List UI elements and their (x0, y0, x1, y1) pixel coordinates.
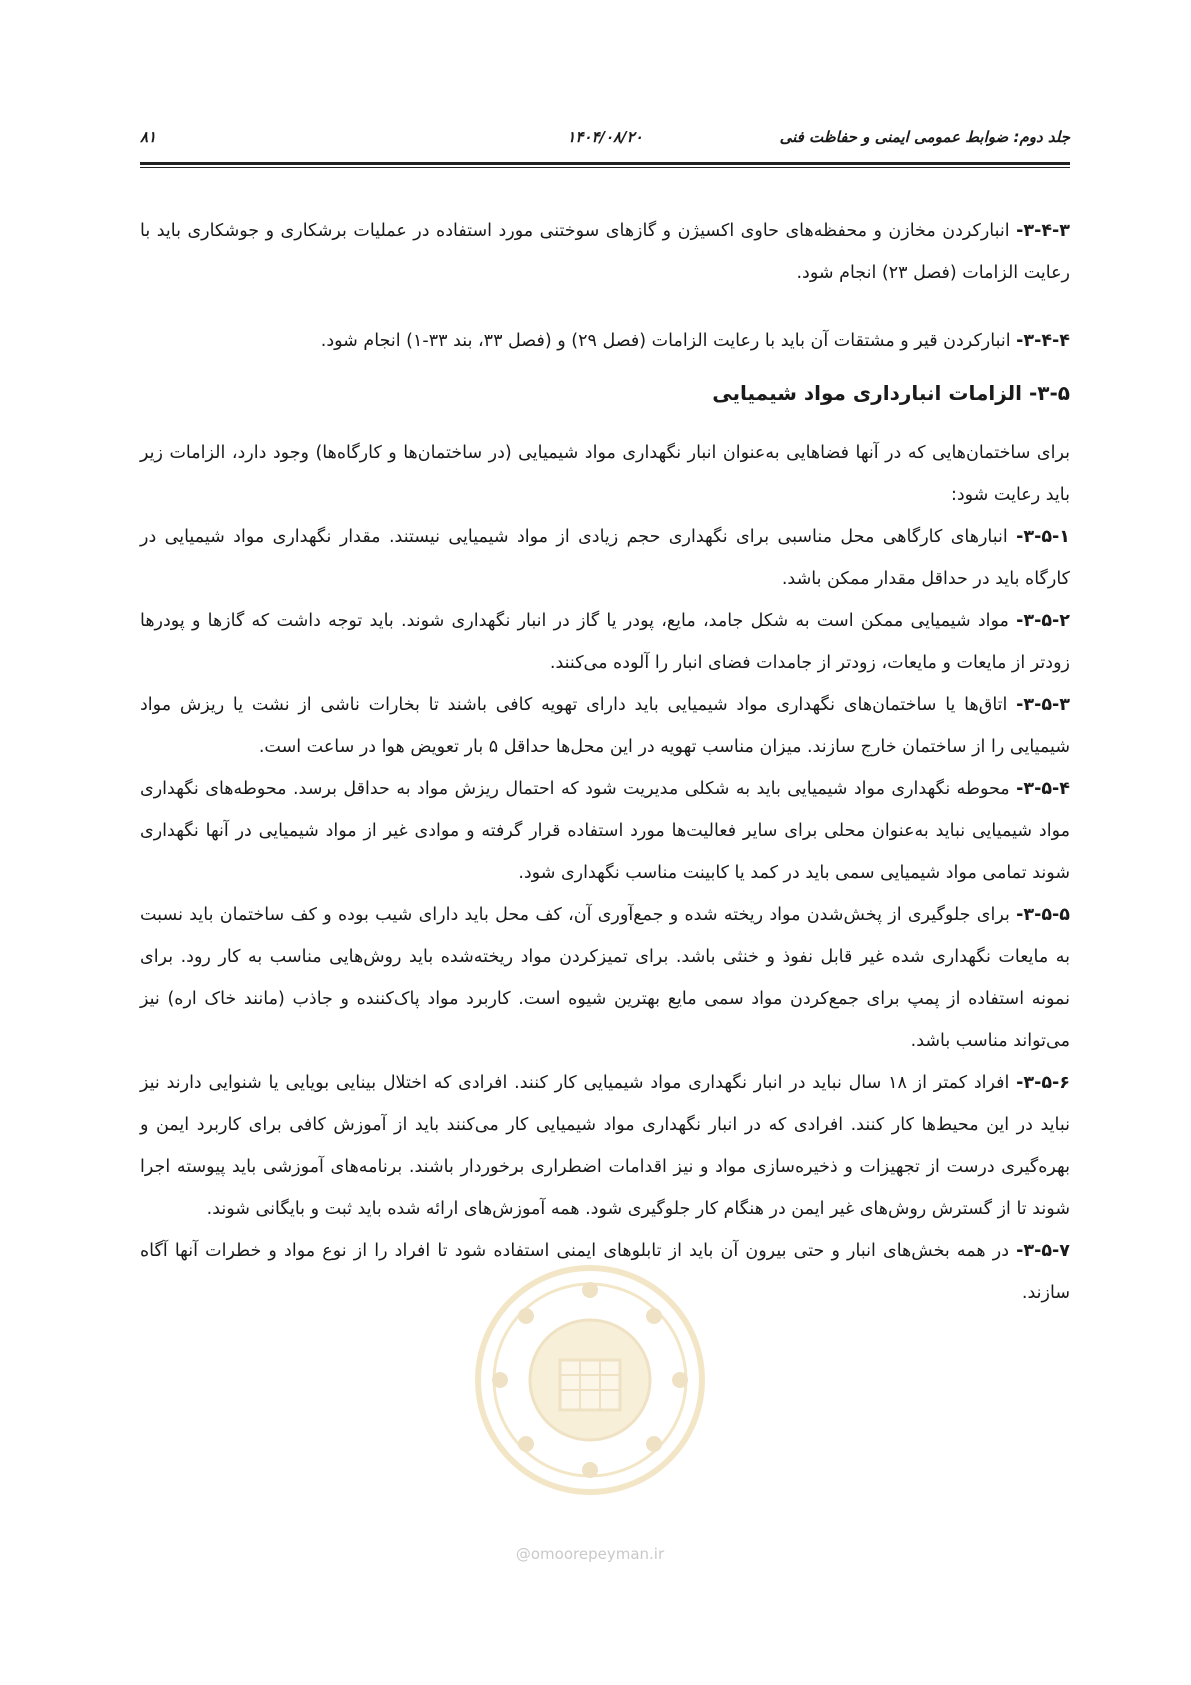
paragraph-3-5-7 (140, 1230, 1070, 1314)
paragraph-3-5-4 (140, 768, 1070, 894)
paragraph-3-5-2 (140, 600, 1070, 684)
watermark-url: @omoorepeyman.ir (515, 1545, 665, 1563)
clause-number: ۳-۵-۵- (1016, 905, 1070, 925)
clause-text: محوطه نگهداری مواد شیمیایی باید به شکلی مدیریت شود که احتمال ریزش مواد به حداقل برسد. محوطه‌های نگهداری مواد شیمیایی نباید به‌عنوان محلی برای سایر فعالیت‌ها مورد استفاده قرار گرفته و موادی غیر از مواد شیمیایی در آنها نگهداری شوند تمامی مواد شیمیایی سمی باید در کمد یا کابینت مناسب نگهداری شود. (140, 779, 1070, 883)
clause-text: در همه بخش‌های انبار و حتی بیرون آن باید از تابلوهای ایمنی استفاده شود تا افراد را از نوع مواد و خطرات آنها آگاه سازند. (140, 1241, 1070, 1303)
clause-number: ۳-۵-۲- (1016, 611, 1070, 631)
paragraph-3-5-5 (140, 894, 1070, 1062)
clause-text: افراد کمتر از ۱۸ سال نباید در انبار نگهداری مواد شیمیایی کار کنند. افرادی که اختلال بینایی بویایی یا شنوایی دارند نیز نباید در این محیط‌ها کار کنند. افرادی که در انبار نگهداری مواد شیمیایی کار می‌کنند باید از آموزش کافی برای کاربرد ایمن و بهره‌گیری درست از تجهیزات و ذخیره‌سازی مواد و نیز اقدامات اضطراری برخوردار باشند. برنامه‌های آموزشی باید پیوسته اجرا شوند تا از گسترش روش‌های غیر ایمن در هنگام کار جلوگیری شود. همه آموزش‌های ارائه شده باید ثبت و بایگانی شوند. (140, 1073, 1070, 1219)
header-date: ۱۴۰۴/۰۸/۲۰ (567, 128, 643, 146)
clause-number: ۳-۴-۳- (1016, 221, 1070, 241)
clause-number: ۳-۵-۷- (1016, 1241, 1070, 1261)
paragraph-3-5-3 (140, 684, 1070, 768)
clause-text: انبارکردن قیر و مشتقات آن باید با رعایت الزامات (فصل ۲۹) و (فصل ۳۳، بند ۳۳-۱) انجام شود. (320, 331, 1017, 351)
document-body (140, 210, 1070, 1314)
paragraph-3-4-3 (140, 210, 1070, 294)
page-header (140, 128, 1070, 158)
paragraph-3-5-1 (140, 516, 1070, 600)
clause-text: انبارکردن مخازن و محفظه‌های حاوی اکسیژن و گازهای سوختنی مورد استفاده در عملیات برشکاری و جوشکاری باید با رعایت الزامات (فصل ۲۳) انجام شود. (140, 221, 1070, 283)
clause-number: ۳-۵-۴- (1016, 779, 1070, 799)
clause-text: مواد شیمیایی ممکن است به شکل جامد، مایع، پودر یا گاز در انبار نگهداری شوند. باید توجه داشت که گازها و پودرها زودتر از مایعات و مایعات، زودتر از جامدات فضای انبار را آلوده می‌کنند. (140, 611, 1070, 673)
clause-number: ۳-۴-۴- (1016, 331, 1070, 351)
page-number: ۸۱ (140, 128, 157, 146)
header-rule-thick (140, 162, 1070, 165)
header-rule-thin (140, 167, 1070, 168)
header-title: جلد دوم: ضوابط عمومی ایمنی و حفاظت فنی (779, 128, 1070, 146)
clause-text: اتاق‌ها یا ساختمان‌های نگهداری مواد شیمیایی باید دارای تهویه کافی باشند تا بخارات ناشی از نشت یا ریزش مواد شیمیایی را از ساختمان خارج سازند. میزان مناسب تهویه در این محل‌ها حداقل ۵ بار تعویض هوا در ساعت است. (140, 695, 1070, 757)
section-heading: ۳-۵- الزامات انبارداری مواد شیمیایی (712, 381, 1070, 405)
clause-text: برای جلوگیری از پخش‌شدن مواد ریخته شده و جمع‌آوری آن، کف محل باید دارای شیب بوده و کف ساختمان باید نسبت به مایعات نگهداری شده غیر قابل نفوذ و خنثی باشد. برای تمیزکردن مواد ریخته‌شده باید روش‌هایی مناسب به کار رود. برای نمونه استفاده از پمپ برای جمع‌کردن مواد سمی مایع بهترین شیوه است. کاربرد مواد پاک‌کننده و جاذب (مانند خاک اره) نیز می‌تواند مناسب باشد. (140, 905, 1070, 1051)
paragraph-3-5-6 (140, 1062, 1070, 1230)
paragraph-3-4-4 (140, 320, 1070, 362)
clause-number: ۳-۵-۱- (1016, 527, 1070, 547)
section-intro: برای ساختمان‌هایی که در آنها فضاهایی به‌عنوان انبار نگهداری مواد شیمیایی (در ساختمان‌ها و کارگاه‌ها) وجود دارد، الزامات زیر باید رعایت شود: (140, 443, 1070, 505)
clause-number: ۳-۵-۳- (1016, 695, 1070, 715)
clause-number: ۳-۵-۶- (1016, 1073, 1070, 1093)
clause-text: انبارهای کارگاهی محل مناسبی برای نگهداری حجم زیادی از مواد شیمیایی نیستند. مقدار نگهداری مواد شیمیایی در کارگاه باید در حداقل مقدار ممکن باشد. (140, 527, 1070, 589)
